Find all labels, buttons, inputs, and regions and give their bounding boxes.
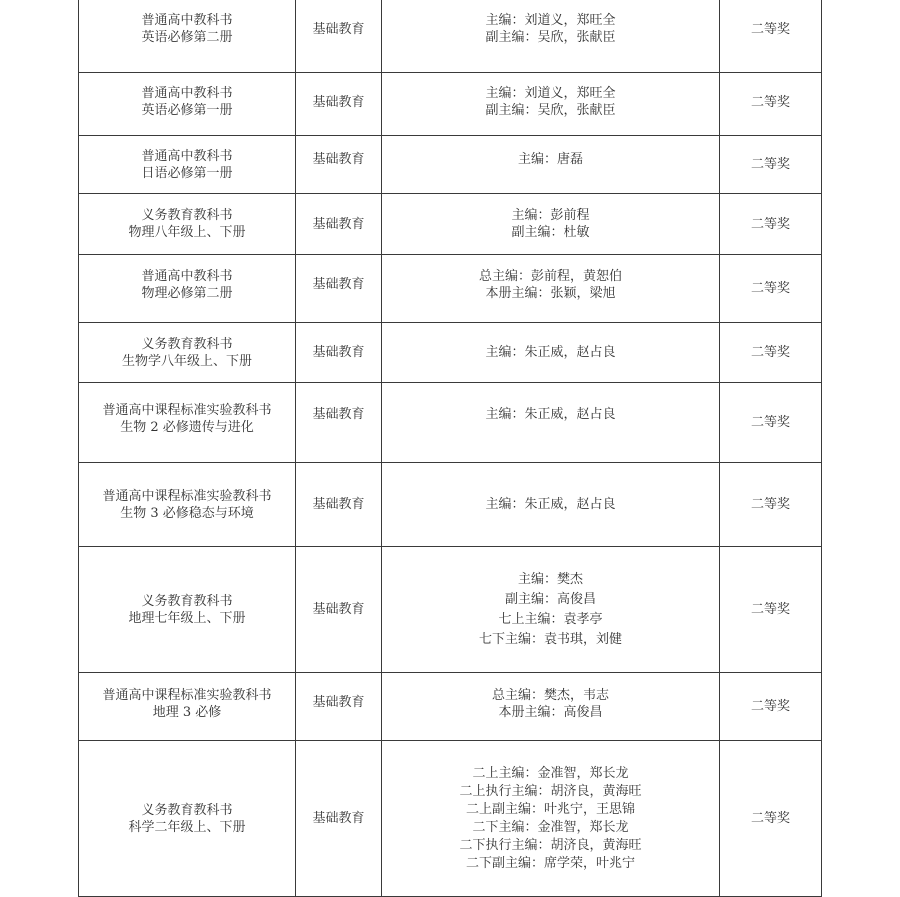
editor-line: 总主编：彭前程，黄恕伯 [478, 268, 622, 284]
book-series: 普通高中课程标准实验教科书 [102, 402, 272, 418]
award-cell: 二等奖 [720, 0, 822, 73]
editor-line: 二下副主编：席学荣，叶兆宁 [465, 855, 635, 871]
table-row [79, 463, 822, 547]
book-series: 义务教育教科书 [141, 336, 233, 352]
editors-cell [382, 0, 720, 73]
book-series: 普通高中课程标准实验教科书 [102, 687, 272, 703]
book-title-cell [79, 463, 296, 547]
book-series: 普通高中教科书 [141, 268, 233, 284]
editor-line: 主编：朱正威，赵占良 [485, 407, 616, 422]
book-series: 义务教育教科书 [141, 208, 233, 223]
editor-line: 主编：唐磊 [517, 152, 583, 167]
editor-line: 副主编：杜敏 [511, 225, 590, 240]
editor-line: 七下主编：袁书琪，刘健 [478, 631, 622, 647]
book-name: 英语必修第一册 [141, 103, 233, 118]
table-row [79, 136, 822, 194]
editors-cell [382, 463, 720, 547]
book-title-cell [79, 73, 296, 136]
editor-line: 总主编：樊杰，韦志 [491, 687, 609, 703]
book-title-cell [79, 0, 296, 73]
award-cell: 二等奖 [720, 136, 822, 194]
editor-line: 主编：刘道义，郑旺全 [485, 13, 616, 28]
award-cell: 二等奖 [720, 547, 822, 673]
editors-cell [382, 136, 720, 194]
editor-line: 副主编：吴欣，张献臣 [485, 103, 616, 118]
editor-line: 二上执行主编：胡济良，黄海旺 [459, 783, 642, 799]
book-name: 英语必修第二册 [141, 30, 233, 45]
book-title-cell [79, 255, 296, 323]
table-row [79, 741, 822, 897]
book-name: 地理七年级上、下册 [128, 610, 246, 626]
award-cell: 二等奖 [720, 741, 822, 897]
award-cell: 二等奖 [720, 673, 822, 741]
category-cell: 基础教育 [296, 383, 382, 463]
book-name: 物理必修第二册 [141, 285, 233, 301]
editors-cell [382, 741, 720, 897]
book-title-cell [79, 547, 296, 673]
table-row [79, 0, 822, 73]
book-series: 义务教育教科书 [141, 593, 233, 609]
category-cell: 基础教育 [296, 194, 382, 255]
editors-cell [382, 323, 720, 383]
table-row [79, 194, 822, 255]
category-cell: 基础教育 [296, 73, 382, 136]
editors-cell [382, 547, 720, 673]
award-cell: 二等奖 [720, 323, 822, 383]
editor-line: 二下主编：金准智，郑长龙 [472, 819, 629, 835]
book-name: 地理 3 必修 [152, 704, 222, 720]
category-cell: 基础教育 [296, 463, 382, 547]
book-series: 义务教育教科书 [141, 802, 233, 818]
award-cell: 二等奖 [720, 255, 822, 323]
award-cell: 二等奖 [720, 194, 822, 255]
book-name: 科学二年级上、下册 [128, 819, 246, 835]
book-name: 物理八年级上、下册 [128, 225, 246, 240]
editor-line: 副主编：吴欣，张献臣 [485, 30, 616, 45]
table-row [79, 73, 822, 136]
category-cell: 基础教育 [296, 323, 382, 383]
editor-line: 本册主编：张颖，梁旭 [485, 285, 616, 301]
book-name: 生物学八年级上、下册 [121, 353, 252, 369]
category-cell: 基础教育 [296, 136, 382, 194]
book-series: 普通高中教科书 [141, 148, 233, 164]
table-row [79, 323, 822, 383]
editor-line: 本册主编：高俊昌 [498, 704, 603, 720]
award-cell: 二等奖 [720, 463, 822, 547]
category-cell: 基础教育 [296, 0, 382, 73]
book-series: 普通高中教科书 [141, 86, 233, 101]
category-cell: 基础教育 [296, 255, 382, 323]
editor-line: 主编：朱正威，赵占良 [485, 345, 616, 360]
award-cell: 二等奖 [720, 73, 822, 136]
book-name: 生物 2 必修遗传与进化 [120, 419, 254, 435]
table-row [79, 547, 822, 673]
award-cell: 二等奖 [720, 383, 822, 463]
editors-cell [382, 255, 720, 323]
editor-line: 副主编：高俊昌 [504, 591, 596, 607]
book-title-cell [79, 136, 296, 194]
editors-cell [382, 73, 720, 136]
book-title-cell [79, 194, 296, 255]
table-row [79, 383, 822, 463]
editor-line: 主编：刘道义，郑旺全 [485, 86, 616, 101]
table-row [79, 673, 822, 741]
editor-line: 主编：朱正威，赵占良 [485, 497, 616, 512]
book-series: 普通高中课程标准实验教科书 [102, 488, 272, 504]
editor-line: 主编：樊杰 [517, 571, 583, 587]
table-row [79, 255, 822, 323]
awards-table [78, 0, 822, 897]
category-cell: 基础教育 [296, 547, 382, 673]
editors-cell [382, 383, 720, 463]
editors-cell [382, 194, 720, 255]
book-series: 普通高中教科书 [141, 13, 233, 28]
book-title-cell [79, 323, 296, 383]
book-name: 日语必修第一册 [141, 165, 233, 181]
editor-line: 七上主编：袁孝亭 [498, 611, 603, 627]
editor-line: 二下执行主编：胡济良，黄海旺 [459, 837, 642, 853]
editor-line: 二上主编：金准智，郑长龙 [472, 765, 629, 781]
editor-line: 二上副主编：叶兆宁，王思锦 [465, 801, 635, 817]
category-cell: 基础教育 [296, 673, 382, 741]
editors-cell [382, 673, 720, 741]
book-name: 生物 3 必修稳态与环境 [120, 505, 254, 521]
book-title-cell [79, 673, 296, 741]
book-title-cell [79, 383, 296, 463]
editor-line: 主编：彭前程 [511, 208, 590, 223]
category-cell: 基础教育 [296, 741, 382, 897]
book-title-cell [79, 741, 296, 897]
